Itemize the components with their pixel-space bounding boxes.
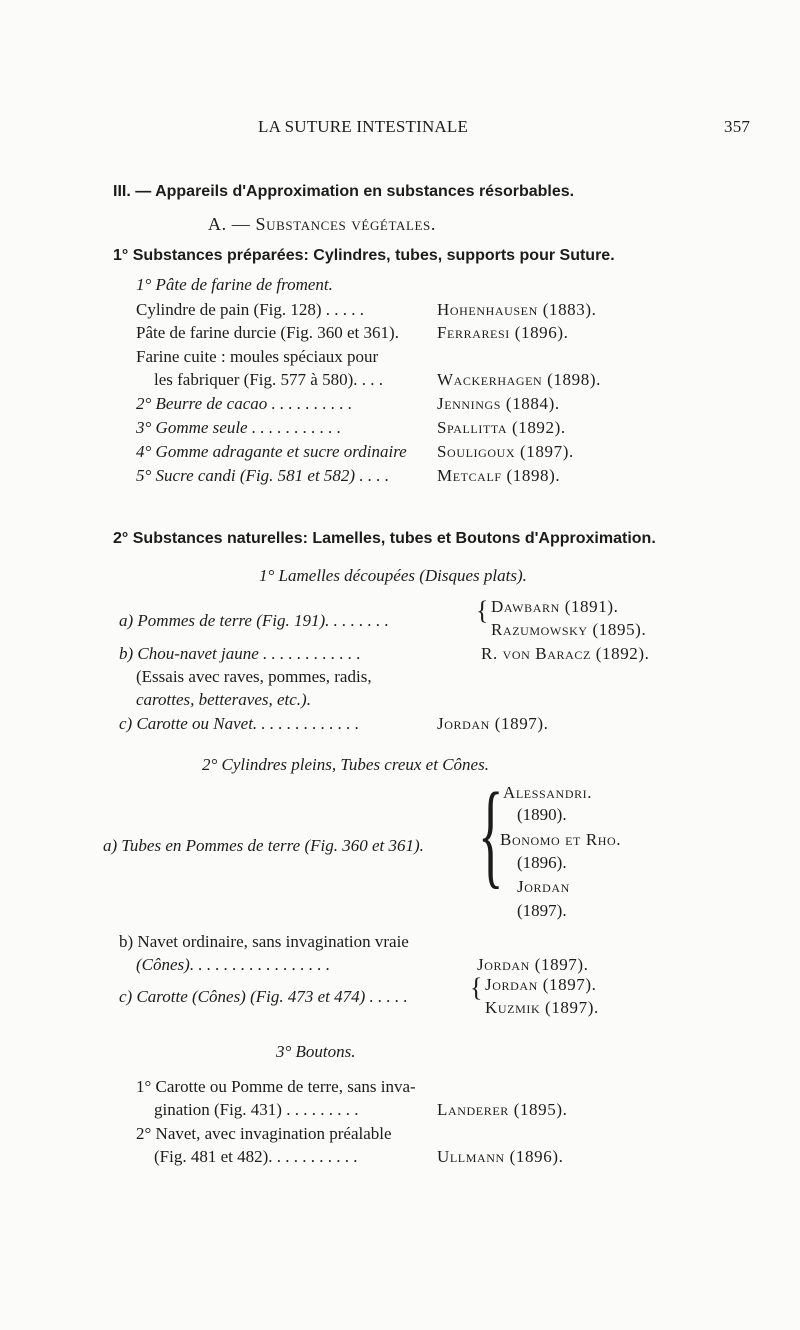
part2-heading: 2° Substances naturelles: Lamelles, tubes et Boutons d'Approximation. [113, 530, 656, 547]
cylindres-b-text: b) Navet ordinaire, sans invagination vraie [119, 932, 409, 951]
lamelles-a-text: a) Pommes de terre (Fig. 191). . . . . . . . [119, 611, 389, 630]
section-III-heading: III. — Appareils d'Approximation en substances résorbables. [113, 183, 575, 200]
entry-text: 4° Gomme adragante et sucre ordinaire [136, 442, 407, 461]
cylindres-b-text: (Cônes). . . . . . . . . . . . . . . . . [136, 955, 331, 974]
cylindres-c-author: Jordan (1897). [485, 975, 597, 994]
entry-author: Jennings (1884). [437, 394, 560, 413]
brace-icon: { [470, 973, 483, 1002]
brace-icon: { [478, 768, 504, 899]
entry-author: Metcalf (1898). [437, 466, 561, 485]
entry-author: Hohenhausen (1883). [437, 300, 597, 319]
entry-author: Souligoux (1897). [437, 442, 574, 461]
boutons-entry-text: (Fig. 481 et 482). . . . . . . . . . . [154, 1147, 358, 1166]
cylindres-a-text: a) Tubes en Pommes de terre (Fig. 360 et 361). [103, 836, 424, 855]
lamelles-c-author: Jordan (1897). [437, 714, 549, 733]
entry-text: 2° Beurre de cacao . . . . . . . . . . [136, 394, 353, 413]
lamelles-title: 1° Lamelles découpées (Disques plats). [259, 566, 527, 585]
boutons-entry-text: 2° Navet, avec invagination préalable [136, 1124, 392, 1143]
entry-author: Wackerhagen (1898). [437, 370, 601, 389]
cylindres-a-author: Alessandri. [503, 783, 593, 802]
cylindres-a-year: (1896). [517, 853, 567, 872]
lamelles-b-text: b) Chou-navet jaune . . . . . . . . . . . . [119, 644, 361, 663]
cylindres-title: 2° Cylindres pleins, Tubes creux et Cônes. [202, 755, 489, 774]
cylindres-a-year: (1897). [517, 901, 567, 920]
entry-author: Ferraresi (1896). [437, 323, 569, 342]
lamelles-c-text: c) Carotte ou Navet. . . . . . . . . . . . . [119, 714, 360, 733]
brace-icon: { [476, 596, 489, 625]
cylindres-a-author: Jordan [517, 877, 570, 896]
entry-text: Farine cuite : moules spéciaux pour [136, 347, 379, 366]
boutons-title: 3° Boutons. [276, 1042, 356, 1061]
cylindres-c-text: c) Carotte (Cônes) (Fig. 473 et 474) . . . . . [119, 987, 408, 1006]
running-title: LA SUTURE INTESTINALE [258, 117, 469, 136]
entry-author: Spallitta (1892). [437, 418, 566, 437]
boutons-entry-author: Landerer (1895). [437, 1100, 568, 1119]
page-number: 357 [724, 117, 751, 136]
boutons-entry-author: Ullmann (1896). [437, 1147, 564, 1166]
lamelles-a-author: Razumowsky (1895). [491, 620, 647, 639]
cylindres-a-author: Bonomo et Rho. [500, 830, 622, 849]
lamelles-b-author: R. von Baracz (1892). [481, 644, 650, 663]
subsection-A-heading: A. — Substances végétales. [208, 214, 436, 234]
cylindres-c-author: Kuzmik (1897). [485, 998, 599, 1017]
entry-text: 5° Sucre candi (Fig. 581 et 582) . . . . [136, 466, 390, 485]
entry-text: Cylindre de pain (Fig. 128) . . . . . [136, 300, 365, 319]
pate-farine-title: 1° Pâte de farine de froment. [136, 275, 333, 294]
lamelles-b-note: carottes, betteraves, etc.). [136, 690, 311, 709]
lamelles-a-author: Dawbarn (1891). [491, 597, 619, 616]
boutons-entry-text: 1° Carotte ou Pomme de terre, sans inva- [136, 1077, 416, 1096]
entry-text: les fabriquer (Fig. 577 à 580). . . . [154, 370, 383, 389]
part1-heading: 1° Substances préparées: Cylindres, tubes, supports pour Suture. [113, 247, 615, 264]
boutons-entry-text: gination (Fig. 431) . . . . . . . . . [154, 1100, 359, 1119]
lamelles-b-note: (Essais avec raves, pommes, radis, [136, 667, 372, 686]
cylindres-b-author: Jordan (1897). [477, 955, 589, 974]
entry-text: 3° Gomme seule . . . . . . . . . . . [136, 418, 342, 437]
cylindres-a-year: (1890). [517, 805, 567, 824]
entry-text: Pâte de farine durcie (Fig. 360 et 361). [136, 323, 399, 342]
